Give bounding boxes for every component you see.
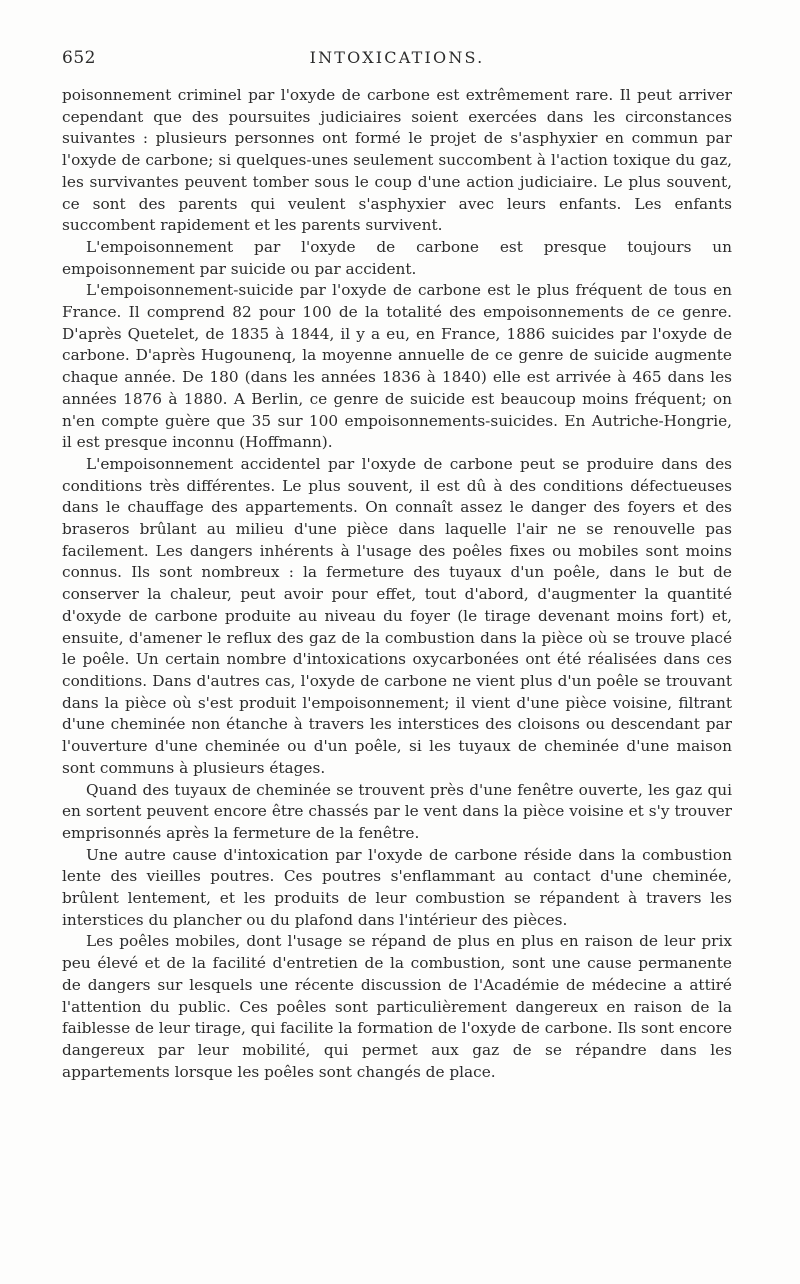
paragraph-mobile-stoves: Les poêles mobiles, dont l'usage se répand de plus en plus en raison de leur prix peu élevé et de la facilité d'entretien de la combustion, sont une cause permanente de dangers sur lesquels une récente discussion de l'Académie de médecine a attiré l'attention du public. Ces poêles sont particulièrement dangereux en raison de la faiblesse de leur tirage, qui facilite la formation de l'oxyde de carbone. Ils sont encore dangereux par leur mobilité, qui permet aux gaz de se répandre dans les appartements lorsque les poêles sont changés de place. [62,932,732,1081]
paragraph-accidental-poisoning: L'empoisonnement accidentel par l'oxyde de carbone peut se produire dans des conditions très différentes. Le plus souvent, il est dû à des conditions défectueuses dans le chauffage des appartements. On connaît assez le danger des foyers et des braseros brûlant au milieu d'une pièce dans laquelle l'air ne se renouvelle pas facilement. Les dangers inhérents à l'usage des poêles fixes ou mobiles sont moins connus. Ils sont nombreux : la fermeture des tuyaux d'un poêle, dans le but de conserver la chaleur, peut avoir pour effet, tout d'abord, d'augmenter la quantité d'oxyde de carbone produite au niveau du foyer (le tirage devenant moins fort) et, ensuite, d'amener le reflux des gaz de la combustion dans la pièce où se trouve placé le poêle. Un certain nombre d'intoxications oxycarbonées ont été réalisées dans ces conditions. Dans d'autres cas, l'oxyde de carbone ne vient plus d'un poêle se trouvant dans la pièce où s'est produit l'empoisonnement; il vient d'une pièce voisine, filtrant d'une cheminée non étanche à travers les interstices des cloisons ou descendant par l'ouverture d'une cheminée ou d'un poêle, si les tuyaux de cheminée d'une maison sont communs à plusieurs étages. [62,454,732,777]
paragraph-continuation: poisonnement criminel par l'oxyde de carbone est extrêmement rare. Il peut arriver cependant que des poursuites judiciaires soient exercées dans les circonstances suivantes : plusieurs personnes ont formé le projet de s'asphyxier en commun par l'oxyde de carbone; si quelques-unes seulement succombent à l'action toxique du gaz, les survivantes peuvent tomber sous le coup d'une action judiciaire. Le plus souvent, ce sont des parents qui veulent s'asphyxier avec leurs enfants. Les enfants succombent rapidement et les parents survivent. [62,86,732,235]
page-number: 652 [62,48,96,68]
running-head [62,48,732,72]
paragraph-suicide-or-accident: L'empoisonnement par l'oxyde de carbone est presque toujours un empoisonnement par suicide ou par accident. [62,237,732,278]
body-text [62,85,732,1083]
paragraph-old-beams: Une autre cause d'intoxication par l'oxyde de carbone réside dans la combustion lente des vieilles poutres. Ces poutres s'enflammant au contact d'une cheminée, brûlent lentement, et les produits de leur combustion se répandent à travers les interstices du plancher ou du plafond dans l'intérieur des pièces. [62,845,732,929]
running-title: INTOXICATIONS. [309,48,485,67]
paragraph-chimney-window: Quand des tuyaux de cheminée se trouvent près d'une fenêtre ouverte, les gaz qui en sortent peuvent encore être chassés par le vent dans la pièce voisine et s'y trouver emprisonnés après la fermeture de la fenêtre. [62,780,732,842]
paragraph-suicide-statistics: L'empoisonnement-suicide par l'oxyde de carbone est le plus fréquent de tous en France. Il comprend 82 pour 100 de la totalité des empoisonnements de ce genre. D'après Quetelet, de 1835 à 1844, il y a eu, en France, 1886 suicides par l'oxyde de carbone. D'après Hugounenq, la moyenne annuelle de ce genre de suicide augmente chaque année. De 180 (dans les années 1836 à 1840) elle est arrivée à 465 dans les années 1876 à 1880. A Berlin, ce genre de suicide est beaucoup moins fréquent; on n'en compte guère que 35 sur 100 empoisonnements-suicides. En Autriche-Hongrie, il est presque inconnu (Hoffmann). [62,281,732,452]
